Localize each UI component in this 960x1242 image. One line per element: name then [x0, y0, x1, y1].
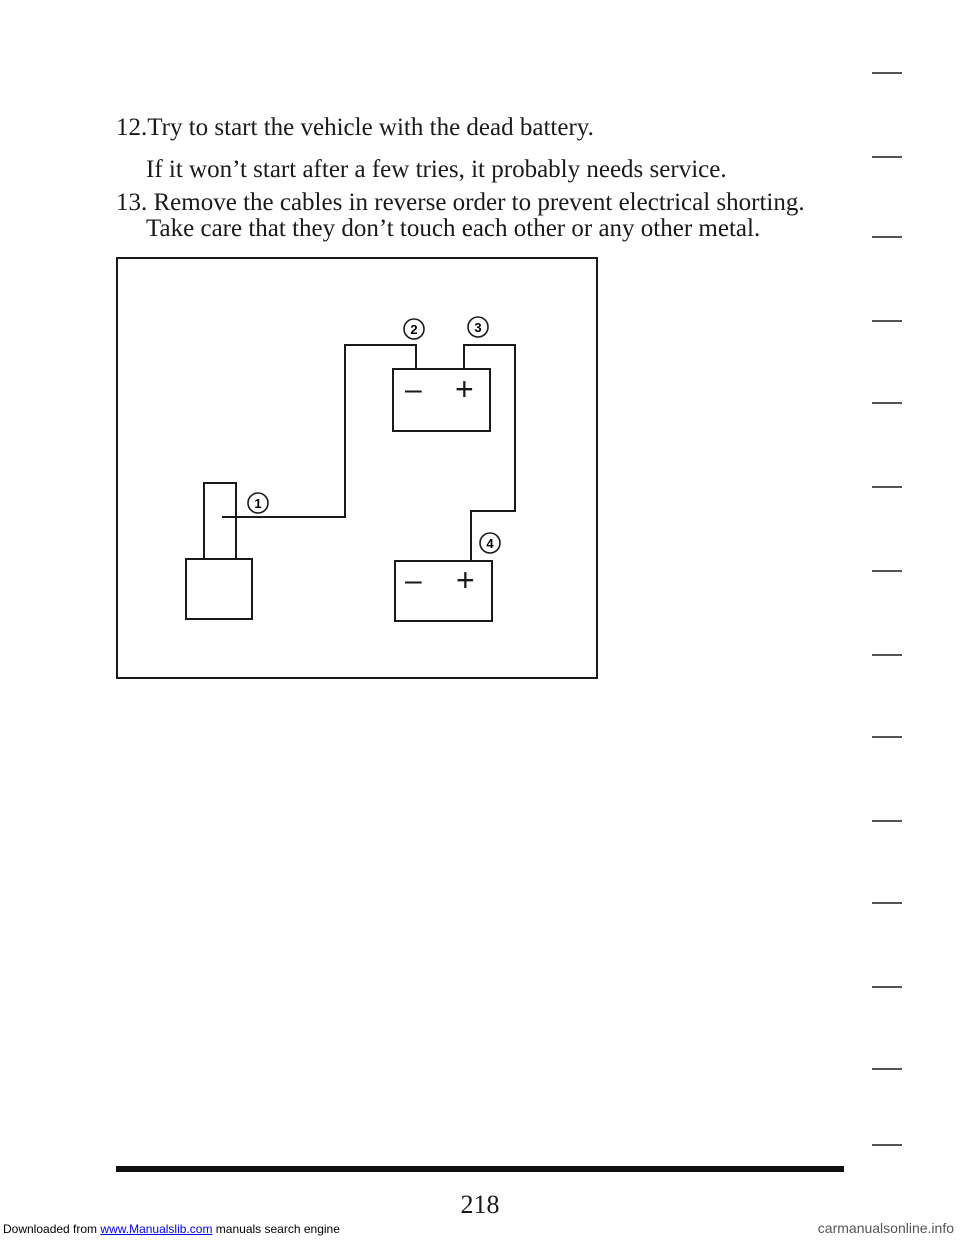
cable-removal-diagram — [116, 257, 598, 679]
negative-terminal-sign: – — [405, 564, 422, 597]
margin-mark — [872, 986, 902, 988]
margin-mark — [872, 570, 902, 572]
callout-label: 1 — [254, 496, 262, 511]
footer-rule — [116, 1166, 844, 1172]
margin-mark — [872, 486, 902, 488]
watermark: carmanualsonline.info — [817, 1220, 954, 1236]
page-number: 218 — [460, 1190, 500, 1219]
callout-label: 4 — [486, 536, 494, 551]
manualslib-link[interactable]: www.Manualslib.com — [100, 1222, 213, 1236]
footer-prefix: Downloaded from — [3, 1222, 98, 1236]
margin-mark — [872, 320, 902, 322]
margin-mark — [872, 236, 902, 238]
step-text: Try to start the vehicle with the dead battery. — [147, 114, 594, 141]
margin-mark — [872, 820, 902, 822]
margin-mark — [872, 72, 902, 74]
margin-mark — [872, 156, 902, 158]
margin-mark — [872, 402, 902, 404]
step-number: 12. — [116, 114, 148, 141]
negative-terminal-sign: – — [405, 373, 422, 406]
negative-cable — [222, 345, 416, 517]
step-12 — [116, 113, 594, 143]
engine-ground-post — [204, 483, 236, 559]
margin-mark — [872, 1068, 902, 1070]
download-footer — [3, 1222, 340, 1236]
callout-label: 2 — [410, 322, 418, 337]
margin-mark — [872, 736, 902, 738]
callout-4 — [480, 533, 500, 553]
step-12-note: If it won’t start after a few tries, it probably needs service. — [146, 156, 727, 183]
margin-mark — [872, 1144, 902, 1146]
footer-suffix: manuals search engine — [215, 1222, 340, 1236]
margin-mark — [872, 654, 902, 656]
callout-1 — [248, 493, 268, 513]
positive-terminal-sign: + — [455, 371, 474, 407]
margin-mark — [872, 902, 902, 904]
engine-block — [186, 559, 252, 619]
positive-terminal-sign: + — [456, 562, 475, 598]
callout-3 — [468, 317, 488, 337]
diagram-drawing — [118, 259, 596, 677]
step-number: 13. — [116, 189, 148, 216]
step-13-note: Take care that they don’t touch each other or any other metal. — [146, 215, 761, 242]
callout-label: 3 — [474, 320, 482, 335]
step-text: Remove the cables in reverse order to prevent electrical shorting. — [153, 189, 805, 216]
callout-2 — [404, 319, 424, 339]
